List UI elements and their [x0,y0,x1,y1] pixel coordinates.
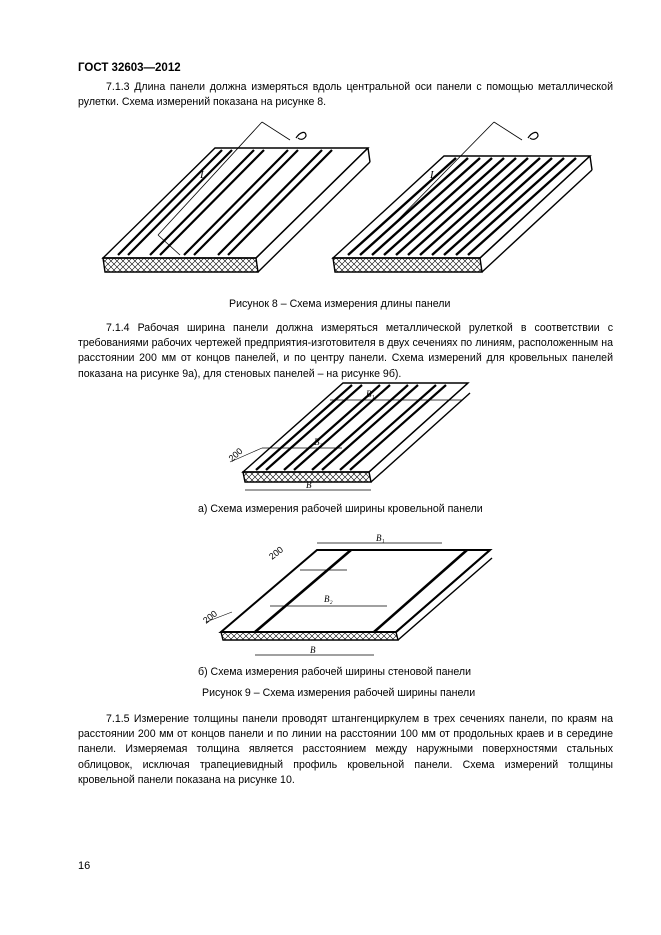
figure-9a-caption: а) Схема измерения рабочей ширины кровельной панели [198,503,483,515]
tape-measure-icon [296,132,306,139]
figure-9b-b-label: B [310,645,316,655]
figure-9b-b1-label: B₁ [376,533,385,543]
page-number: 16 [78,860,91,872]
figure-9a-diagram [227,383,470,490]
section-7-1-4 [78,321,613,382]
figure-8-wall-panel [333,122,592,272]
figure-8-caption: Рисунок 8 – Схема измерения длины панели [229,298,451,310]
tape-measure-icon [528,132,538,139]
figure-9-caption: Рисунок 9 – Схема измерения рабочей ширины панели [202,687,476,699]
figure-9b-b2-label: B₂ [324,594,333,604]
figure-9a-b2-label: B₂ [314,437,323,447]
section-7-1-3-text: 7.1.3 Длина панели должна измеряться вдоль центральной оси панели с помощью металлической рулетки. Схема измерений показана на рисунке 8. [78,81,613,109]
figure-8-roof-panel [103,122,370,272]
figure-9b-caption: б) Схема измерения рабочей ширины стеновой панели [198,666,472,678]
figure-8-length-label-left: L [200,169,207,181]
figure-9b-200-top-label: 200 [267,544,286,562]
figure-9a-b1-label: B₁ [366,389,375,399]
figure-8-length-label-right: L [430,169,437,181]
figure-9b-200-left-label: 200 [201,608,220,626]
section-7-1-4-text: 7.1.4 Рабочая ширина панели должна измеряться металлической рулеткой в соответствии с требованиями рабочих чертежей предприятия-изготовителя в двух сечениях по линиям, расположенным на расстоянии 200 мм от концов панелей, и по центру панели. Схема измерений для кровельных панелей показана на рисунке 9а), для стеновых панелей – на рисунке 9б). [78,322,613,380]
figure-9a-200-label: 200 [226,445,245,464]
figure-9a-b-label: B [306,480,312,490]
section-7-1-5-text: 7.1.5 Измерение толщины панели проводят штангенциркулем в трех сечениях панели, по краям на расстоянии 200 мм от концов панели и по линии на расстоянии 100 мм от продольных краев и в середине панели. Измеряемая толщина является расстоянием между наружными поверхностями стальных облицовок, исключая трапециевидный профиль кровельной панели. Схема измерений толщины кровельной панели показана на рисунке 10. [78,713,613,786]
document-header: ГОСТ 32603—2012 [78,62,181,74]
figure-9b-diagram [201,533,492,655]
section-7-1-5 [78,712,613,788]
